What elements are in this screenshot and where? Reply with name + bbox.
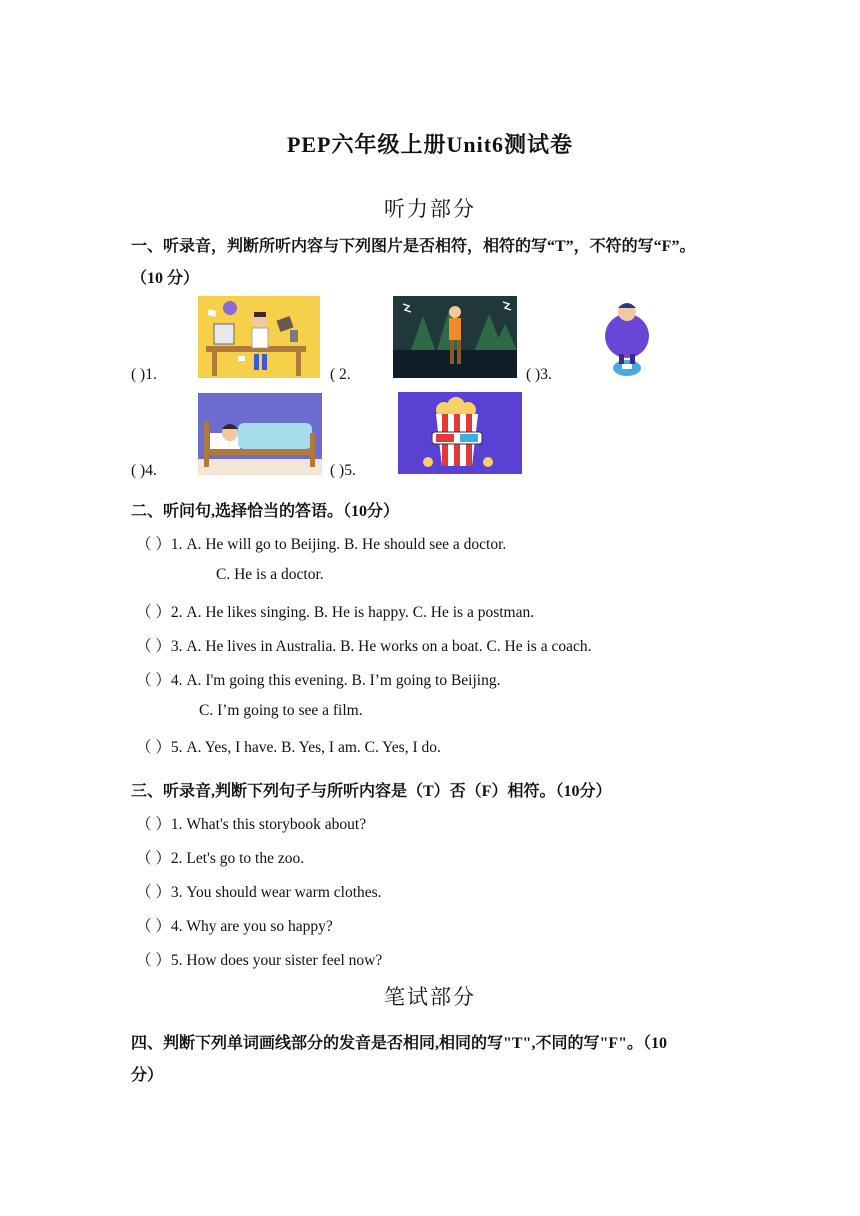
section1-instruction: 一、听录音，判断所听内容与下列图片是否相符，相符的写“T”，不符的写“F”。 [131,238,696,255]
section3-item-1 [136,812,366,834]
section4-instruction: 四、判断下列单词画线部分的发音是否相同,相同的写"T",不同的写"F"。（10 [131,1035,667,1052]
answer-bracket[interactable]: （ ） [136,536,171,553]
picture-2-boy-in-forest [393,296,517,378]
section2-item-4-cont: C. I’m going to see a film. [199,702,363,719]
sentence-text: 5. How does your sister feel now? [170,952,383,969]
question-text: 4. A. I'm going this evening. B. I’m going to Beijing. [170,672,501,689]
section3-item-5 [136,948,382,970]
page-title: PEP六年级上册Unit6测试卷 [286,132,574,157]
answer-bracket[interactable]: （ ） [136,638,171,655]
answer-bracket[interactable]: （ ） [136,816,171,833]
sentence-text: 3. You should wear warm clothes. [170,884,382,901]
picture-label-4: ( )4. [131,462,157,479]
answer-bracket[interactable]: （ ） [136,604,171,621]
section3-instruction: 三、听录音,判断下列句子与所听内容是（T）否（F）相符。（10分） [131,783,612,800]
answer-bracket[interactable]: （ ） [136,739,171,756]
picture-label-3: ( )3. [526,366,552,383]
picture-label-5: ( )5. [330,462,356,479]
answer-bracket[interactable]: （ ） [136,952,171,969]
picture-1-office-worker [198,296,320,378]
section1-score: （10 分） [131,270,200,287]
office-worker-icon [198,296,320,378]
section2-item-4 [136,668,500,690]
writing-part-heading: 笔试部分 [384,985,476,1009]
section2-item-5 [136,735,441,757]
section2-item-1-cont: C. He is a doctor. [216,566,324,583]
picture-4-sick-boy-in-bed [198,393,322,475]
forest-night-icon [393,296,517,378]
section4-score: 分） [131,1067,164,1084]
picture-3-man-on-scale [600,296,654,378]
answer-bracket[interactable]: （ ） [136,884,171,901]
sick-bed-icon [198,393,322,475]
section2-item-2 [136,600,534,622]
section3-item-4 [136,914,333,936]
answer-bracket[interactable]: （ ） [136,850,171,867]
picture-5-popcorn [398,392,522,474]
question-text: 5. A. Yes, I have. B. Yes, I am. C. Yes, I do. [170,739,441,756]
sentence-text: 2. Let's go to the zoo. [170,850,305,867]
sentence-text: 1. What's this storybook about? [170,816,367,833]
answer-bracket[interactable]: （ ） [136,672,171,689]
answer-bracket[interactable]: （ ） [136,918,171,935]
scale-man-icon [600,296,654,378]
sentence-text: 4. Why are you so happy? [170,918,333,935]
section2-item-3 [136,634,591,656]
question-text: 1. A. He will go to Beijing. B. He should see a doctor. [170,536,507,553]
listening-part-heading: 听力部分 [384,197,476,221]
picture-label-2: ( 2. [330,366,351,383]
section2-item-1 [136,532,506,554]
section2-instruction: 二、听问句,选择恰当的答语。（10分） [131,503,400,520]
picture-label-1: ( )1. [131,366,157,383]
section3-item-2 [136,846,304,868]
question-text: 3. A. He lives in Australia. B. He works on a boat. C. He is a coach. [170,638,592,655]
section3-item-3 [136,880,382,902]
popcorn-icon [398,392,522,474]
question-text: 2. A. He likes singing. B. He is happy. C. He is a postman. [170,604,535,621]
